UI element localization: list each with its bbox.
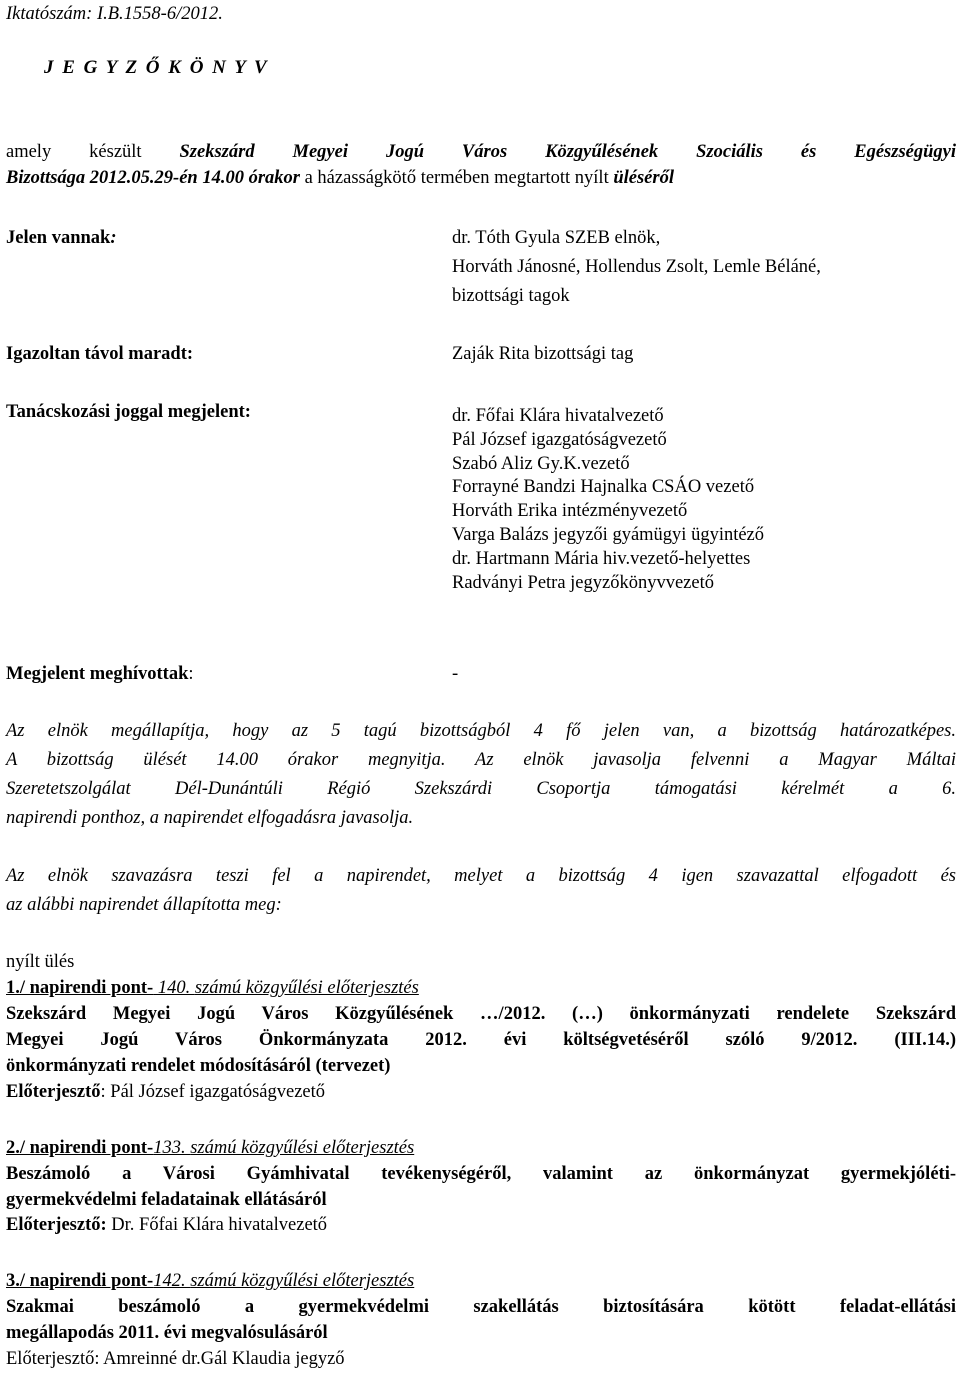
advisory-list (452, 405, 764, 595)
agenda-item-1-line: Megyei Jogú Város Önkormányzata 2012. évi költségvetéséről szóló 9/2012. (III.14.) (6, 1030, 956, 1050)
advisory-item: Pál József igazgatóságvezető (452, 429, 667, 450)
agenda-item-2-line: Beszámoló a Városi Gyámhivatal tevékenységéről, valamint az önkormányzat gyermekjóléti- (6, 1164, 956, 1184)
session-type: nyílt ülés (6, 952, 75, 972)
advisory-item: dr. Hartmann Mária hiv.vezető-helyettes (452, 548, 751, 569)
agenda-item-1-line: Szekszárd Megyei Jogú Város Közgyűlésének …/2012. (…) önkormányzati rendelete Szekszárd (6, 1004, 956, 1024)
absent-label: Igazoltan távol maradt: (6, 344, 194, 364)
agenda-item-1-line: önkormányzati rendelet módosításáról (tervezet) (6, 1056, 391, 1076)
body-line: az alábbi napirendet állapította meg: (6, 895, 282, 915)
registration-number: Iktatószám: I.B.1558-6/2012. (6, 4, 223, 24)
agenda-item-3-line: megállapodás 2011. évi megvalósulásáról (6, 1323, 328, 1343)
advisory-item: Radványi Petra jegyzőkönyvvezető (452, 572, 714, 593)
agenda-item-2-presenter: Előterjesztő: Dr. Főfai Klára hivatalvezető (6, 1215, 328, 1235)
present-line-3: bizottsági tagok (452, 286, 570, 306)
intro-line-2 (6, 166, 674, 190)
present-line-1: dr. Tóth Gyula SZEB elnök, (452, 228, 661, 248)
advisory-item: Szabó Aliz Gy.K.vezető (452, 453, 630, 474)
invited-value: - (452, 664, 459, 684)
intro-line-1 (6, 140, 956, 164)
agenda-item-1-heading: 1./ napirendi pont- 140. számú közgyűlési előterjesztés (6, 978, 419, 998)
agenda-item-2-line: gyermekvédelmi feladatainak ellátásáról (6, 1190, 327, 1210)
body-line: A bizottság ülését 14.00 órakor megnyitja. Az elnök javasolja felvenni a Magyar Máltai (6, 750, 956, 770)
body-line: Az elnök megállapítja, hogy az 5 tagú bizottságból 4 fő jelen van, a bizottság határozatképes. (6, 721, 956, 741)
meeting-type: üléséről (613, 168, 674, 188)
advisory-item: Varga Balázs jegyzői gyámügyi ügyintéző (452, 524, 765, 545)
body-line: Az elnök szavazásra teszi fel a napirendet, melyet a bizottság 4 igen szavazattal elfogadott és (6, 866, 956, 886)
meeting-date: Bizottsága 2012.05.29-én 14.00 órakor (6, 168, 300, 188)
agenda-item-3-heading: 3./ napirendi pont-142. számú közgyűlési előterjesztés (6, 1271, 415, 1291)
present-line-2: Horváth Jánosné, Hollendus Zsolt, Lemle Béláné, (452, 257, 821, 277)
absent-value: Zaják Rita bizottsági tag (452, 344, 634, 364)
invited-label: Megjelent meghívottak: (6, 664, 194, 684)
present-label: Jelen vannak: (6, 228, 117, 248)
advisory-label: Tanácskozási joggal megjelent: (6, 402, 251, 422)
agenda-item-1-presenter: Előterjesztő: Pál József igazgatóságvezető (6, 1082, 325, 1102)
agenda-item-2-heading: 2./ napirendi pont-133. számú közgyűlési előterjesztés (6, 1138, 415, 1158)
meeting-place: a házasságkötő termében megtartott nyílt (299, 168, 614, 188)
body-line: napirendi ponthoz, a napirendet elfogadásra javasolja. (6, 808, 414, 828)
document-title: J E G Y Z Ő K Ö N Y V (44, 57, 269, 78)
committee-name: Szekszárd Megyei Jogú Város Közgyűlésének Szociális és Egészségügyi (179, 142, 957, 162)
advisory-item: Forrayné Bandzi Hajnalka CSÁO vezető (452, 477, 755, 498)
agenda-item-3-line: Szakmai beszámoló a gyermekvédelmi szakellátás biztosítására kötött feladat-ellátási (6, 1297, 956, 1317)
intro-text: amely készült (6, 142, 180, 162)
advisory-item: dr. Főfai Klára hivatalvezető (452, 406, 664, 426)
agenda-item-3-presenter: Előterjesztő: Amreinné dr.Gál Klaudia jegyző (6, 1349, 345, 1369)
advisory-item: Horváth Erika intézményvezető (452, 501, 688, 522)
body-line: Szeretetszolgálat Dél-Dunántúli Régió Szekszárdi Csoportja támogatási kérelmét a 6. (6, 779, 956, 799)
